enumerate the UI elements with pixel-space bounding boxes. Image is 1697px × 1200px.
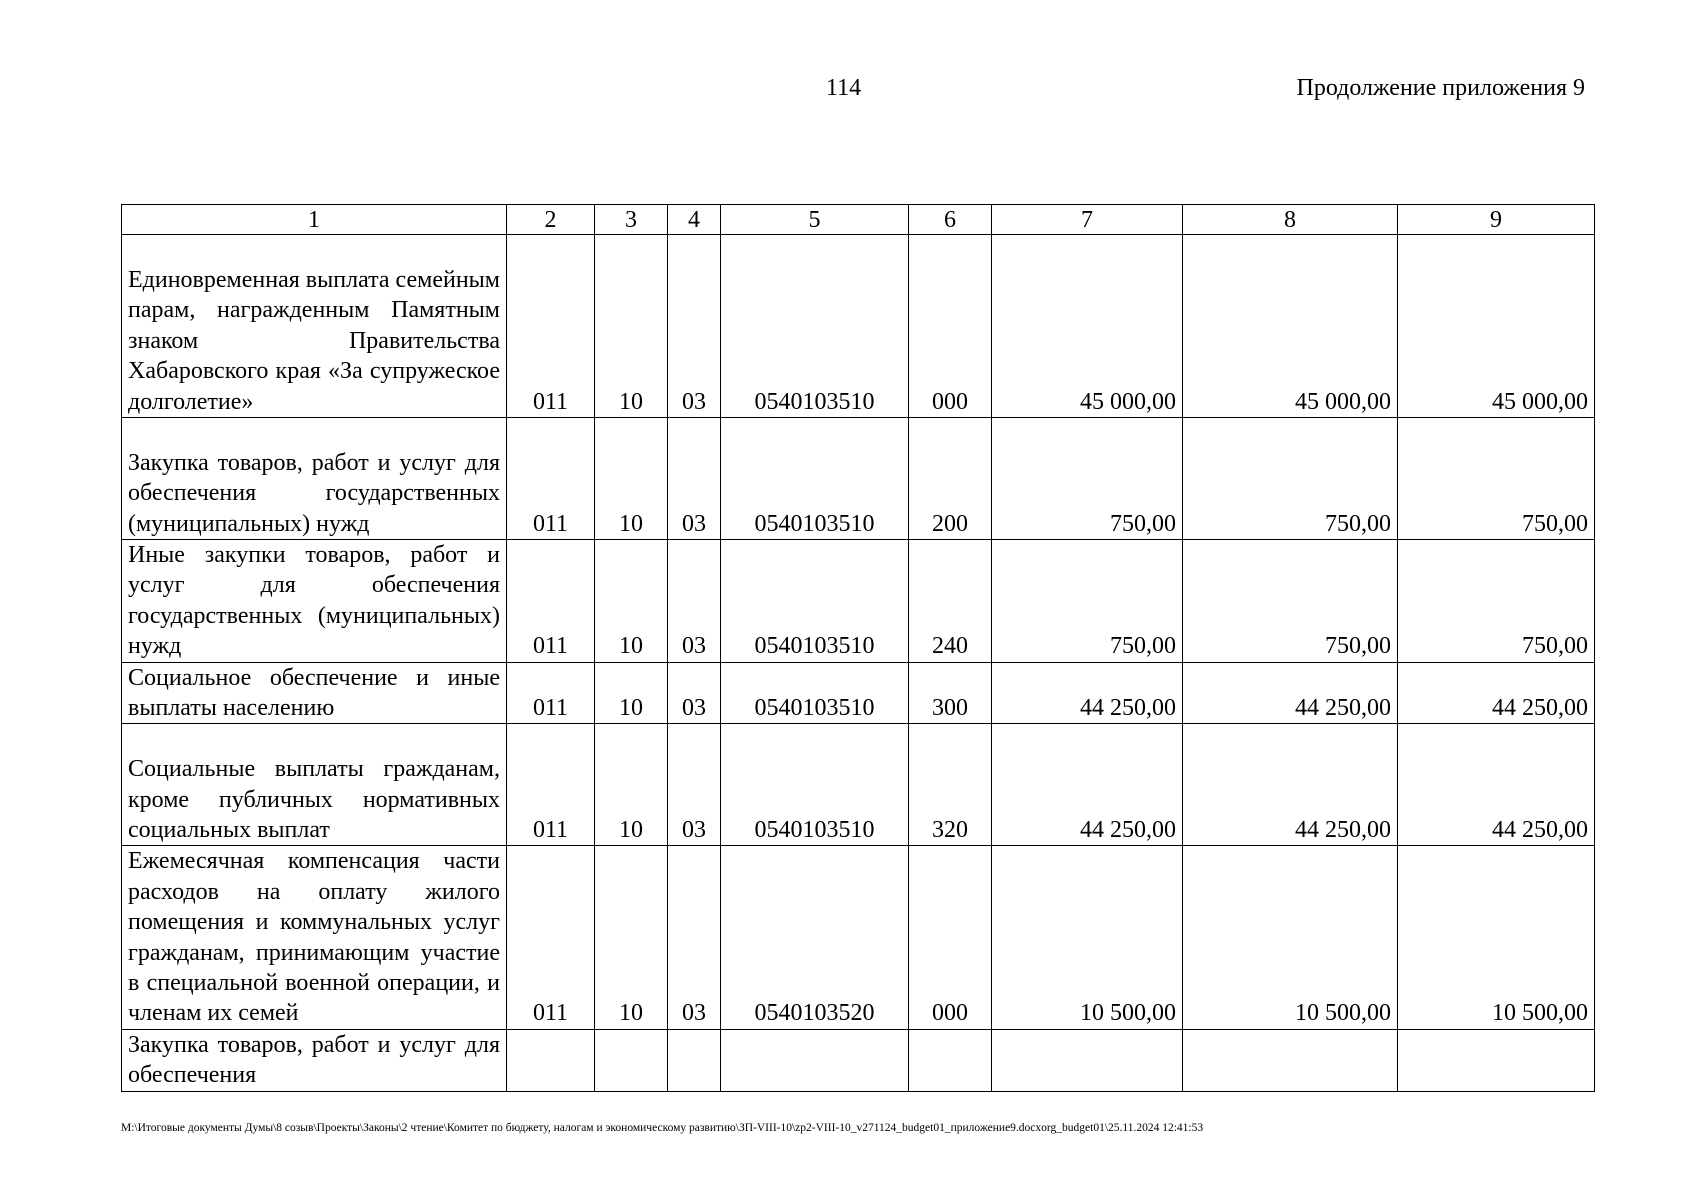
cell-section — [595, 1029, 668, 1091]
cell-amount-col8 — [1183, 1029, 1398, 1091]
column-header: 1 — [122, 205, 507, 235]
cell-amount-col8: 750,00 — [1183, 418, 1398, 540]
cell-ministry-code: 011 — [507, 724, 595, 846]
cell-expense-type: 200 — [909, 418, 992, 540]
cell-amount-col7: 750,00 — [992, 418, 1183, 540]
cell-amount-col9: 44 250,00 — [1398, 662, 1595, 724]
column-header: 9 — [1398, 205, 1595, 235]
cell-target-article: 0540103510 — [721, 724, 909, 846]
column-header: 8 — [1183, 205, 1398, 235]
row-description: Закупка товаров, работ и услуг для обеспечения государственных (муниципальных) нужд — [122, 418, 507, 540]
cell-expense-type — [909, 1029, 992, 1091]
cell-expense-type: 240 — [909, 540, 992, 663]
cell-amount-col9 — [1398, 1029, 1595, 1091]
table-row — [122, 724, 1595, 846]
cell-expense-type: 300 — [909, 662, 992, 724]
row-description: Единовременная выплата семейным парам, награжденным Памятным знаком Правительства Хабаровского края «За супружеское долголетие» — [122, 235, 507, 418]
cell-expense-type: 000 — [909, 235, 992, 418]
cell-target-article: 0540103510 — [721, 235, 909, 418]
column-header: 2 — [507, 205, 595, 235]
cell-amount-col8: 44 250,00 — [1183, 724, 1398, 846]
table-row — [122, 235, 1595, 418]
cell-amount-col9: 45 000,00 — [1398, 235, 1595, 418]
page-number: 114 — [826, 75, 862, 101]
cell-amount-col7: 750,00 — [992, 540, 1183, 663]
row-description: Социальное обеспечение и иные выплаты населению — [122, 662, 507, 724]
cell-ministry-code: 011 — [507, 846, 595, 1029]
cell-amount-col7: 45 000,00 — [992, 235, 1183, 418]
cell-subsection: 03 — [668, 846, 721, 1029]
cell-target-article: 0540103520 — [721, 846, 909, 1029]
cell-target-article: 0540103510 — [721, 662, 909, 724]
cell-subsection — [668, 1029, 721, 1091]
cell-amount-col7: 44 250,00 — [992, 724, 1183, 846]
cell-amount-col9: 750,00 — [1398, 540, 1595, 663]
cell-ministry-code: 011 — [507, 540, 595, 663]
cell-section: 10 — [595, 418, 668, 540]
cell-expense-type: 000 — [909, 846, 992, 1029]
cell-amount-col8: 750,00 — [1183, 540, 1398, 663]
cell-amount-col7: 10 500,00 — [992, 846, 1183, 1029]
cell-ministry-code: 011 — [507, 662, 595, 724]
cell-amount-col9: 750,00 — [1398, 418, 1595, 540]
document-file-path: M:\Итоговые документы Думы\8 созыв\Проекты\Законы\2 чтение\Комитет по бюджету, налогам и экономическому развитию\ЗП-VIII-10\zp2-VIII-10_v271124_budget01_приложение9.docxorg_budget01\25.11.2024 12:41:53 — [121, 1122, 1204, 1134]
row-description: Иные закупки товаров, работ и услуг для обеспечения государственных (муниципальных) нужд — [122, 540, 507, 663]
row-description: Социальные выплаты гражданам, кроме публичных нормативных социальных выплат — [122, 724, 507, 846]
cell-amount-col7: 44 250,00 — [992, 662, 1183, 724]
cell-ministry-code: 011 — [507, 418, 595, 540]
cell-target-article: 0540103510 — [721, 540, 909, 663]
table-row — [122, 1029, 1595, 1091]
column-header: 5 — [721, 205, 909, 235]
row-description: Закупка товаров, работ и услуг для обеспечения — [122, 1029, 507, 1091]
table-row — [122, 846, 1595, 1029]
cell-subsection: 03 — [668, 724, 721, 846]
cell-amount-col9: 44 250,00 — [1398, 724, 1595, 846]
appendix-continuation-note: Продолжение приложения 9 — [1296, 75, 1585, 101]
table-row — [122, 662, 1595, 724]
column-header: 7 — [992, 205, 1183, 235]
column-number-row — [122, 205, 1595, 235]
cell-section: 10 — [595, 235, 668, 418]
cell-ministry-code — [507, 1029, 595, 1091]
cell-subsection: 03 — [668, 235, 721, 418]
cell-target-article: 0540103510 — [721, 418, 909, 540]
cell-ministry-code: 011 — [507, 235, 595, 418]
column-header: 6 — [909, 205, 992, 235]
cell-section: 10 — [595, 540, 668, 663]
cell-subsection: 03 — [668, 662, 721, 724]
cell-expense-type: 320 — [909, 724, 992, 846]
cell-subsection: 03 — [668, 540, 721, 663]
cell-subsection: 03 — [668, 418, 721, 540]
column-header: 4 — [668, 205, 721, 235]
cell-amount-col8: 10 500,00 — [1183, 846, 1398, 1029]
table-row — [122, 418, 1595, 540]
cell-amount-col8: 44 250,00 — [1183, 662, 1398, 724]
table-row — [122, 540, 1595, 663]
row-description: Ежемесячная компенсация части расходов на оплату жилого помещения и коммунальных услуг гражданам, принимающим участие в специальной военной операции, и членам их семей — [122, 846, 507, 1029]
cell-amount-col7 — [992, 1029, 1183, 1091]
cell-target-article — [721, 1029, 909, 1091]
cell-amount-col8: 45 000,00 — [1183, 235, 1398, 418]
cell-section: 10 — [595, 846, 668, 1029]
cell-section: 10 — [595, 724, 668, 846]
cell-section: 10 — [595, 662, 668, 724]
budget-table — [121, 204, 1595, 1092]
column-header: 3 — [595, 205, 668, 235]
cell-amount-col9: 10 500,00 — [1398, 846, 1595, 1029]
